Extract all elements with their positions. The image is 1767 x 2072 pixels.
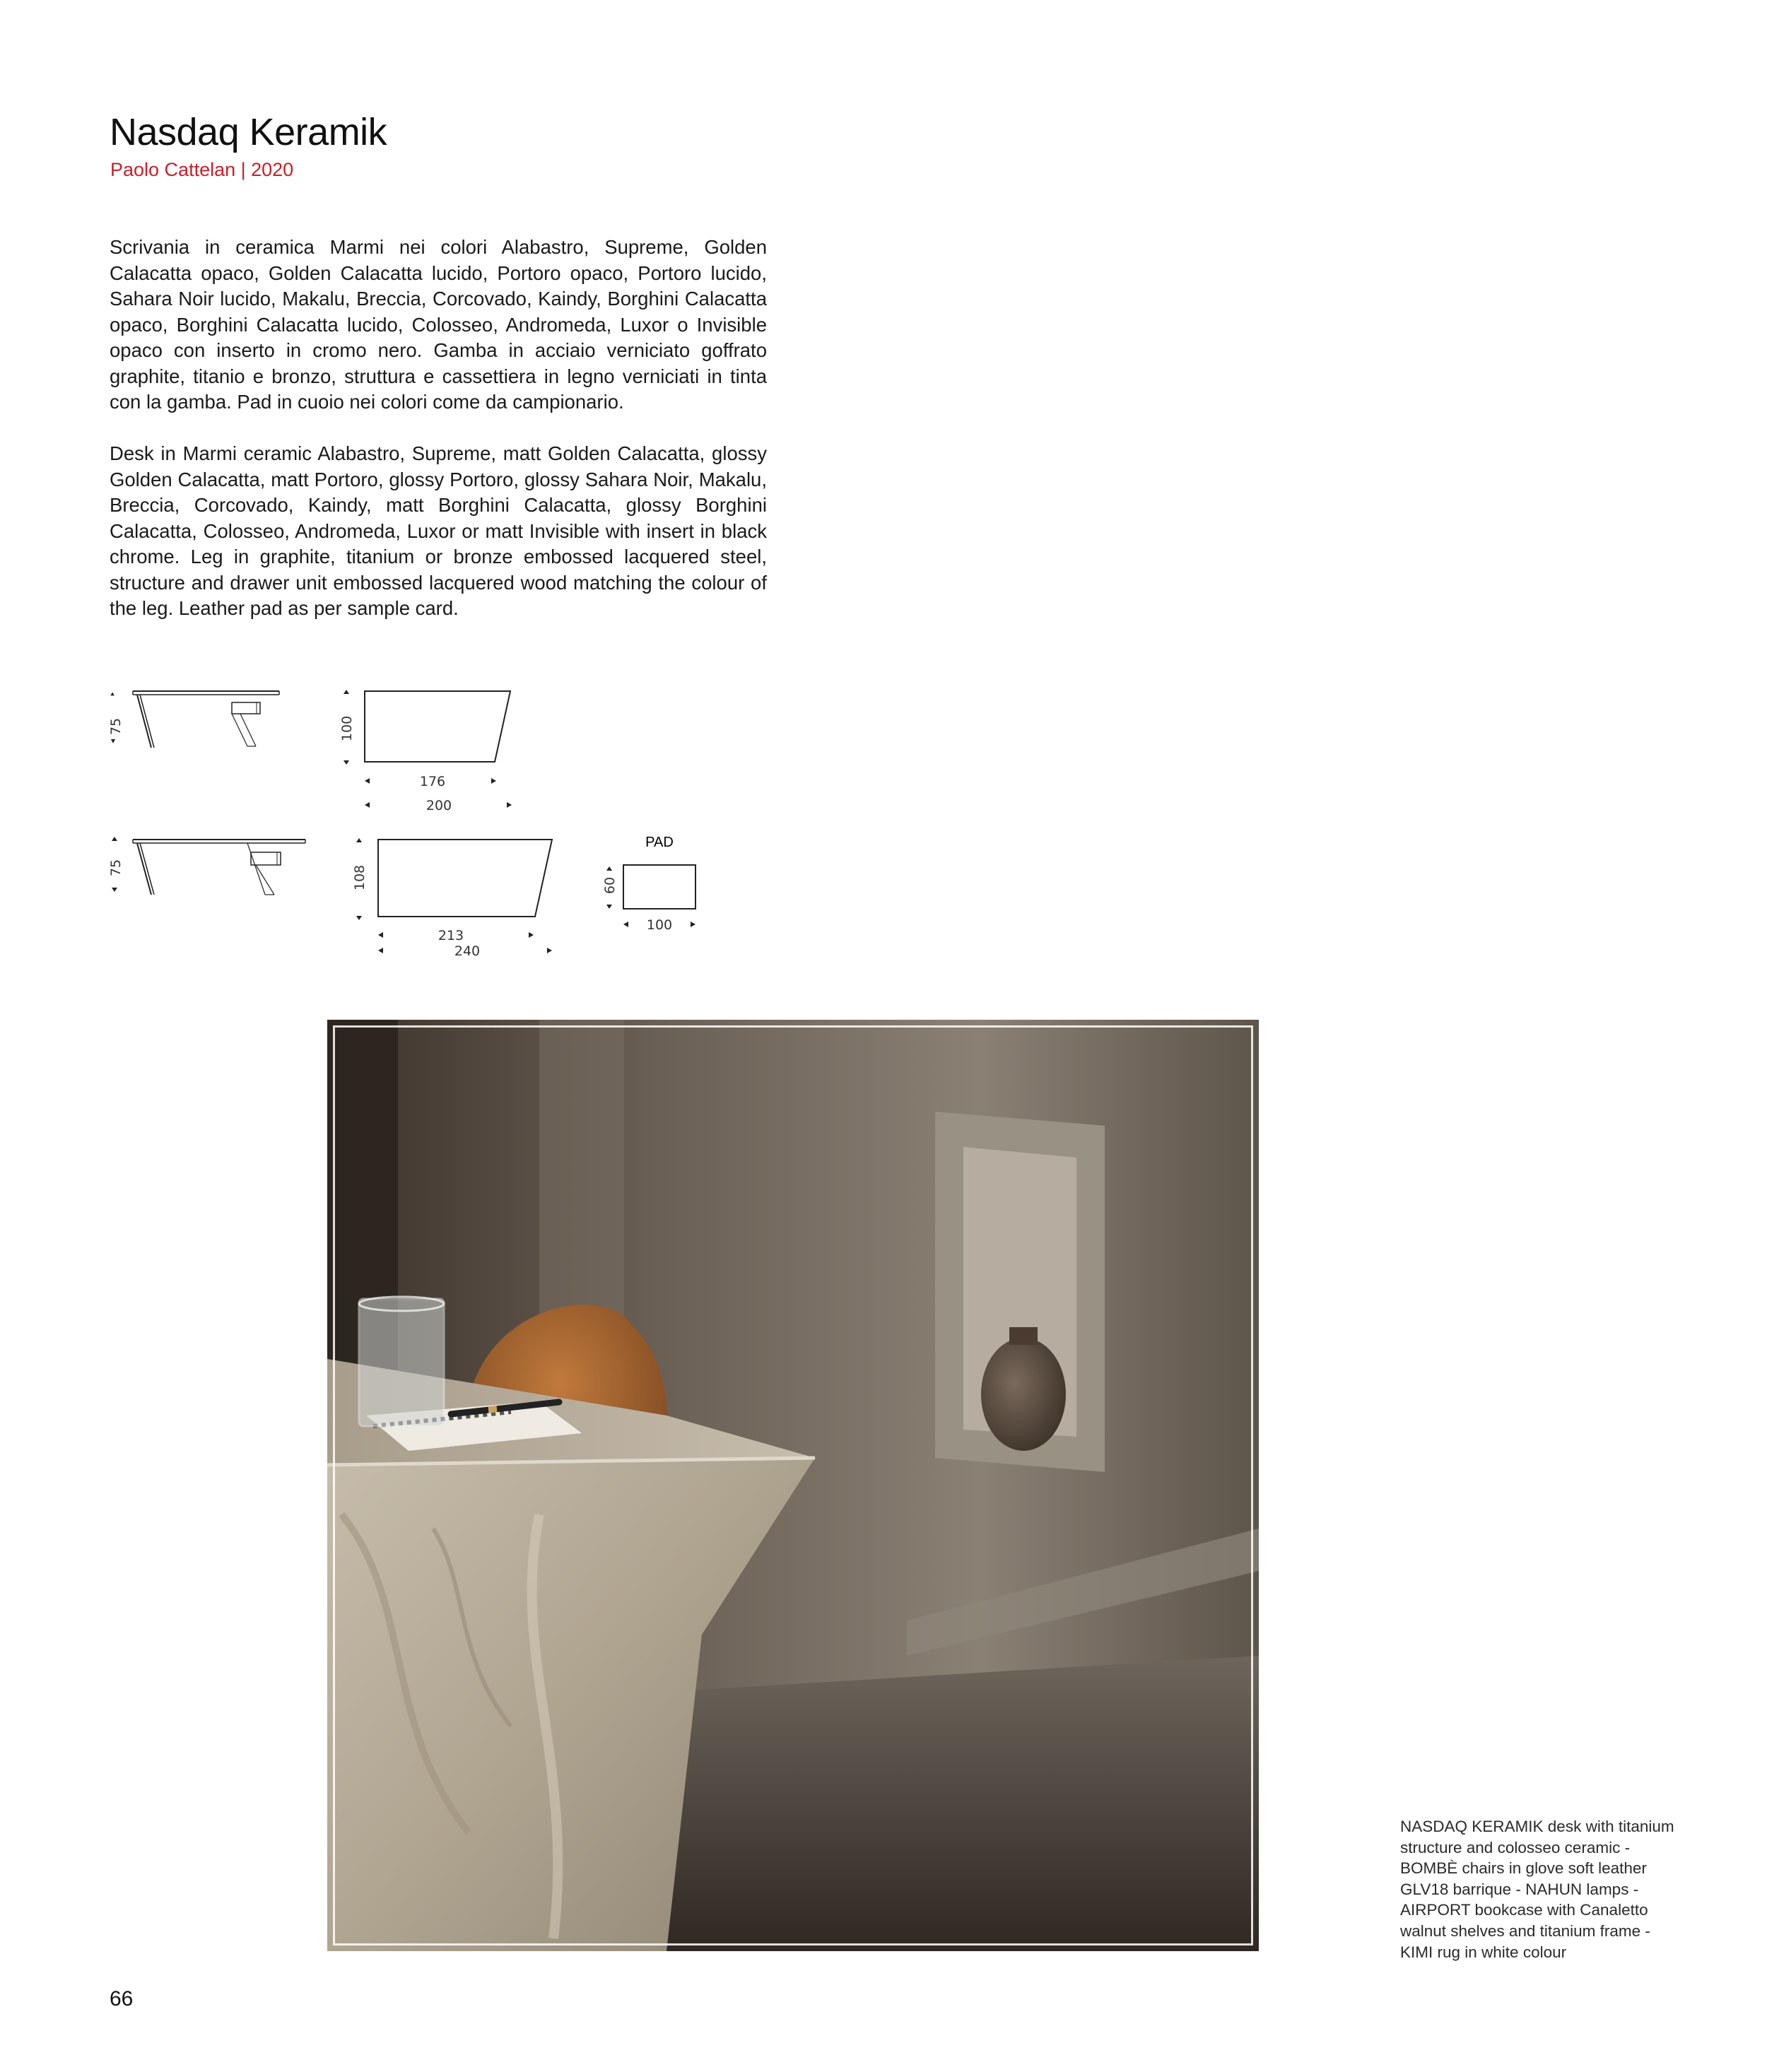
caption-line: KIMI rug in white colour bbox=[1400, 1943, 1567, 1961]
small-desk-side-drawing bbox=[106, 685, 290, 756]
large-desk-side-drawing bbox=[106, 834, 318, 905]
small-desk-depth-label: 100 bbox=[339, 715, 355, 742]
caption-line: NASDAQ KERAMIK desk with titanium bbox=[1400, 1818, 1674, 1835]
large-desk-depth-label: 108 bbox=[352, 864, 368, 891]
large-desk-top-view bbox=[350, 834, 576, 975]
small-desk-top-width-label: 176 bbox=[419, 774, 446, 789]
small-desk-top-view bbox=[338, 687, 536, 821]
small-desk-top-drawing bbox=[338, 687, 536, 821]
caption-line: BOMBÈ chairs in glove soft leather bbox=[1400, 1859, 1647, 1878]
page-number: 66 bbox=[110, 1987, 134, 2011]
product-photo bbox=[327, 1020, 1259, 1951]
large-desk-height-label: 75 bbox=[108, 859, 124, 877]
pad-label: PAD bbox=[645, 835, 674, 850]
large-desk-side-view bbox=[106, 834, 318, 905]
pad-top-view bbox=[595, 832, 708, 931]
caption-line: structure and colosseo ceramic - bbox=[1400, 1838, 1631, 1856]
pad-depth-label: 60 bbox=[602, 876, 618, 895]
description-english: Desk in Marmi ceramic Alabastro, Supreme, matt Golden Calacatta, glossy Golden Calacatta, matt Portoro, glossy Portoro, glossy Sahara Noir, Makalu, Breccia, Corcovado, Kaindy, matt Borghini Calacatta, glossy Borghini Calacatta, Colosseo, Andromeda, Luxor or matt Invisible with insert in black chrome. Leg in graphite, titanium or bronze embossed lacquered steel, structure and drawer unit embossed lacquered wood matching the colour of the leg. Leather pad as per sample card. bbox=[110, 442, 767, 619]
product-photo-illustration bbox=[327, 1020, 1259, 1951]
description-italian: Scrivania in ceramica Marmi nei colori Alabastro, Supreme, Golden Calacatta opaco, Golden Calacatta lucido, Portoro opaco, Portoro lucido, Sahara Noir lucido, Makalu, Breccia, Corcovado, Kaindy, Borghini Calacatta opaco, Borghini Calacatta lucido, Colosseo, Andromeda, Luxor o Invisible opaco con inserto in cromo nero. Gamba in acciaio verniciato goffrato graphite, titanio e bronzo, struttura e cassettiera in legno verniciati in tinta con la gamba. Pad in cuoio nei colori come da campionario. bbox=[110, 236, 767, 413]
designer-year: Paolo Cattelan | 2020 bbox=[110, 159, 294, 180]
pad-drawing bbox=[595, 832, 708, 931]
small-desk-total-width-label: 200 bbox=[425, 798, 452, 813]
large-desk-top-drawing bbox=[350, 834, 576, 975]
caption-line: AIRPORT bookcase with Canaletto bbox=[1400, 1901, 1648, 1919]
large-desk-top-width-label: 213 bbox=[438, 928, 464, 943]
small-desk-height-label: 75 bbox=[108, 717, 124, 736]
product-title: Nasdaq Keramik bbox=[110, 111, 387, 153]
photo-caption bbox=[1400, 1816, 1685, 1962]
caption-line: walnut shelves and titanium frame - bbox=[1400, 1921, 1650, 1940]
small-desk-side-view bbox=[106, 685, 290, 756]
caption-line: GLV18 barrique - NAHUN lamps - bbox=[1400, 1880, 1639, 1898]
large-desk-total-width-label: 240 bbox=[454, 943, 481, 959]
pad-width-label: 100 bbox=[646, 917, 673, 933]
